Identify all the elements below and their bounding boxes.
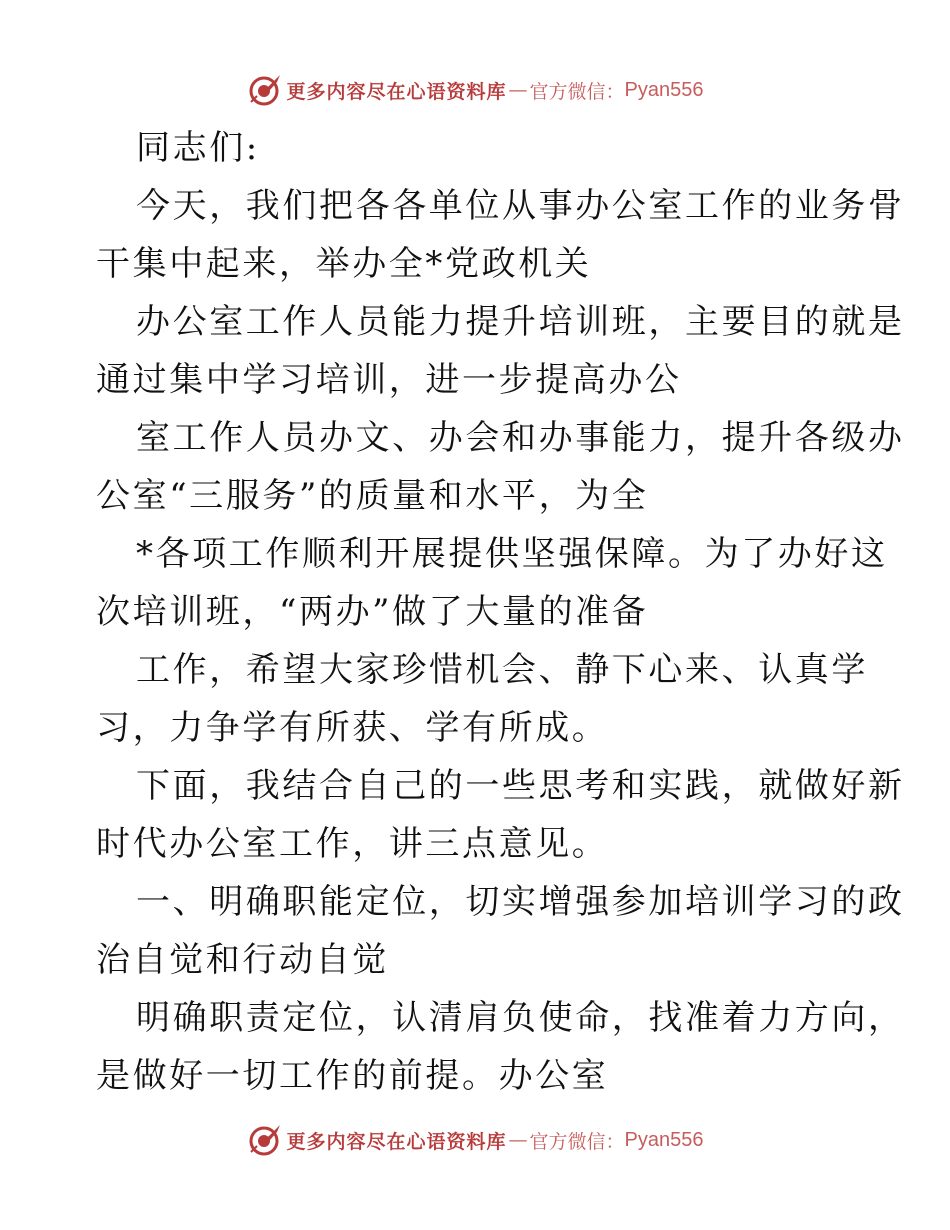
- header-banner: [0, 70, 950, 110]
- banner-title: 更多内容尽在心语资料库: [286, 80, 507, 103]
- paragraph-line: 办公室工作人员能力提升培训班，主要目的就是: [136, 302, 905, 342]
- paragraph-line: 时代办公室工作，讲三点意见。: [96, 824, 609, 864]
- banner-separator: —: [508, 79, 528, 101]
- quill-logo-icon: [247, 1122, 283, 1158]
- paragraph-line: *各项工作顺利开展提供坚强保障。为了办好这: [136, 534, 888, 574]
- banner-contact-handle: Pyan556: [624, 1128, 704, 1151]
- paragraph-line: 明确职责定位，认清肩负使命，找准着力方向，: [136, 998, 905, 1038]
- section-heading-line: 一、明确职能定位，切实增强参加培训学习的政: [136, 882, 905, 922]
- paragraph-line: 公室“三服务”的质量和水平，为全: [96, 476, 649, 516]
- banner-contact-label: 官方微信：: [529, 1130, 625, 1153]
- quill-logo-icon: [247, 72, 283, 108]
- salutation: 同志们:: [136, 128, 260, 168]
- paragraph-line: 干集中起来，举办全*党政机关: [96, 244, 592, 284]
- banner-separator: —: [508, 1129, 528, 1151]
- paragraph-line: 今天，我们把各各单位从事办公室工作的业务骨: [136, 186, 905, 226]
- paragraph-line: 通过集中学习培训，进一步提高办公: [96, 360, 682, 400]
- paragraph-line: 习，力争学有所获、学有所成。: [96, 708, 609, 748]
- banner-title: 更多内容尽在心语资料库: [286, 1130, 507, 1153]
- banner-contact-label: 官方微信：: [529, 80, 625, 103]
- section-heading-line: 治自觉和行动自觉: [96, 940, 389, 980]
- footer-banner: [0, 1120, 950, 1160]
- paragraph-line: 下面，我结合自己的一些思考和实践，就做好新: [136, 766, 905, 806]
- paragraph-line: 工作，希望大家珍惜机会、静下心来、认真学: [136, 650, 868, 690]
- paragraph-line: 室工作人员办文、办会和办事能力，提升各级办: [136, 418, 905, 458]
- paragraph-line: 是做好一切工作的前提。办公室: [96, 1056, 609, 1096]
- paragraph-line: 次培训班，“两办”做了大量的准备: [96, 592, 649, 632]
- banner-contact-handle: Pyan556: [624, 78, 704, 101]
